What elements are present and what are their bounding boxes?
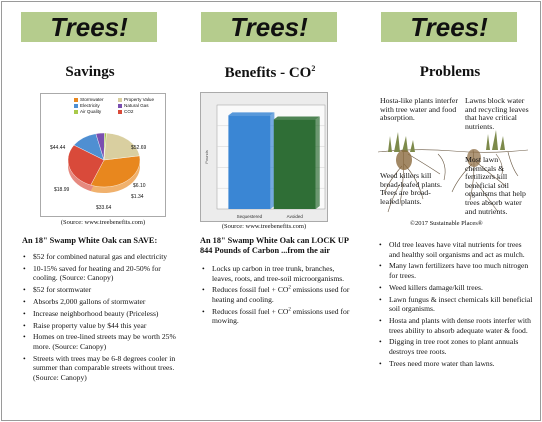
legend-label: CO2 xyxy=(124,109,134,114)
legend-swatch xyxy=(74,98,78,102)
bullet-item: • $52 for combined natural gas and electricity xyxy=(22,252,176,262)
legend-swatch xyxy=(118,98,122,102)
legend-label: Electricity xyxy=(80,103,100,108)
co2-bar-chart xyxy=(200,92,328,222)
benefits-banner xyxy=(201,12,337,42)
benefits-lead: An 18" Swamp White Oak can LOCK UP 844 Pounds of Carbon ...from the air xyxy=(200,236,349,255)
bar xyxy=(228,115,270,209)
bullet-item: • Lawn fungus & insect chemicals kill beneficial soil organisms. xyxy=(378,295,534,314)
bar-svg xyxy=(201,93,329,223)
pie-value-label: $44.44 xyxy=(50,145,66,151)
bullet-item: • Locks up carbon in tree trunk, branches, leaves, roots, and tree-soil microorganisms. xyxy=(201,264,351,283)
banner-title: Trees! xyxy=(50,12,128,42)
legend-item xyxy=(118,109,133,115)
bullet-item: • Digging in tree root zones to plant annuals destroys tree roots. xyxy=(378,337,534,356)
pie-value-label: $6.10 xyxy=(133,183,146,189)
legend-label: Air Quality xyxy=(80,109,102,114)
legend-label: Stormwater xyxy=(80,97,104,102)
savings-bullet-list xyxy=(22,252,176,385)
benefits-heading xyxy=(180,64,360,82)
pie-value-label: $1.34 xyxy=(131,194,144,200)
bar-top xyxy=(228,112,274,115)
lawns-note: Lawns block water and recycling leaves that have critical nutrients. xyxy=(465,96,529,131)
savings-banner xyxy=(21,12,157,42)
legend-label: Property Value xyxy=(124,97,155,102)
pie-svg xyxy=(41,94,167,218)
bullet-item: • Many lawn fertilizers have too much nitrogen for trees. xyxy=(378,261,534,280)
legend-swatch xyxy=(118,104,122,108)
bar-side xyxy=(316,117,320,209)
bullet-text: emissions used for heating and cooling. xyxy=(212,285,350,304)
bullet-item: • Increase neighborhood beauty (Priceless) xyxy=(22,309,176,319)
legend-label: Natural Gas xyxy=(124,103,149,108)
banner-title: Trees! xyxy=(230,12,308,42)
bullet-text: Reduces fossil fuel + CO xyxy=(212,306,289,316)
bullet-sup: 2 xyxy=(288,307,291,313)
pie-value-label: $52.69 xyxy=(131,145,147,151)
y-axis-label: Pounds xyxy=(204,150,209,164)
bullet-text: Reduces fossil fuel + CO xyxy=(212,285,289,295)
legend-swatch xyxy=(74,110,78,114)
problems-banner xyxy=(381,12,517,42)
bullet-item: • Old tree leaves have vital nutrients for trees and healthy soil organisms and act as mulch. xyxy=(378,240,534,259)
bar-top xyxy=(274,117,320,120)
bullet-item: • Absorbs 2,000 gallons of stormwater xyxy=(22,297,176,307)
benefits-bullet-list xyxy=(201,264,351,328)
legend-item xyxy=(74,109,101,115)
bullet-item: • $52 for stormwater xyxy=(22,285,176,295)
heading-text: Benefits - CO xyxy=(224,65,312,81)
legend-swatch xyxy=(74,104,78,108)
legend-swatch xyxy=(118,110,122,114)
copyright-notice: ©2017 Sustainable Places® xyxy=(410,220,483,227)
bullet-item: • Homes on tree-lined streets may be worth 25% more. (Source: Canopy) xyxy=(22,332,176,351)
bar xyxy=(274,120,316,209)
bullet-item: • Raise property value by $44 this year xyxy=(22,321,176,331)
savings-source-caption: (Source: www.treebenefits.com) xyxy=(60,219,146,226)
problems-bullet-list xyxy=(378,240,534,370)
savings-heading: Savings xyxy=(65,64,115,80)
bullet-sup: 2 xyxy=(288,285,291,291)
savings-pie-chart xyxy=(40,93,166,217)
pie-value-label: $33.64 xyxy=(96,205,112,211)
benefits-source-caption: (Source: www.treebenefits.com) xyxy=(221,223,307,230)
heading-sup: 2 xyxy=(311,64,316,73)
bullet-item xyxy=(201,285,351,304)
bullet-item: • Hosta and plants with dense roots interfer with trees ability to absorb adequate water & food. xyxy=(378,316,534,335)
pie-value-label: $18.99 xyxy=(54,187,70,193)
savings-lead: An 18" Swamp White Oak can SAVE: xyxy=(22,236,158,245)
bullet-item: • Weed killers damage/kill trees. xyxy=(378,283,534,293)
problems-heading: Problems xyxy=(419,64,481,80)
hosta-note: Hosta-like plants interfer with tree water and food absorption. xyxy=(380,96,458,123)
x-tick-label: Avoided xyxy=(286,214,303,219)
bullet-item: • Trees need more water than lawns. xyxy=(378,359,534,369)
lawn-chemicals-note: Most lawn chemicals & fertilizers kill beneficial soil organisms that help trees absorb water and nutrients. xyxy=(465,155,526,216)
weed-killer-note: Weed killers kill broad-leafed plants. Trees are broad-leafed plants. xyxy=(380,171,442,206)
x-tick-label: Sequestered xyxy=(236,214,263,219)
bullet-text: emissions used for mowing. xyxy=(212,306,350,326)
banner-title: Trees! xyxy=(410,12,488,42)
bullet-item: • 10-15% saved for heating and 20-50% for cooling. (Source: Canopy) xyxy=(22,264,176,283)
bullet-item: • Streets with trees may be 6-8 degrees cooler in summer than comparable streets without trees. (Source: Canopy) xyxy=(22,354,176,383)
bullet-item xyxy=(201,307,351,326)
